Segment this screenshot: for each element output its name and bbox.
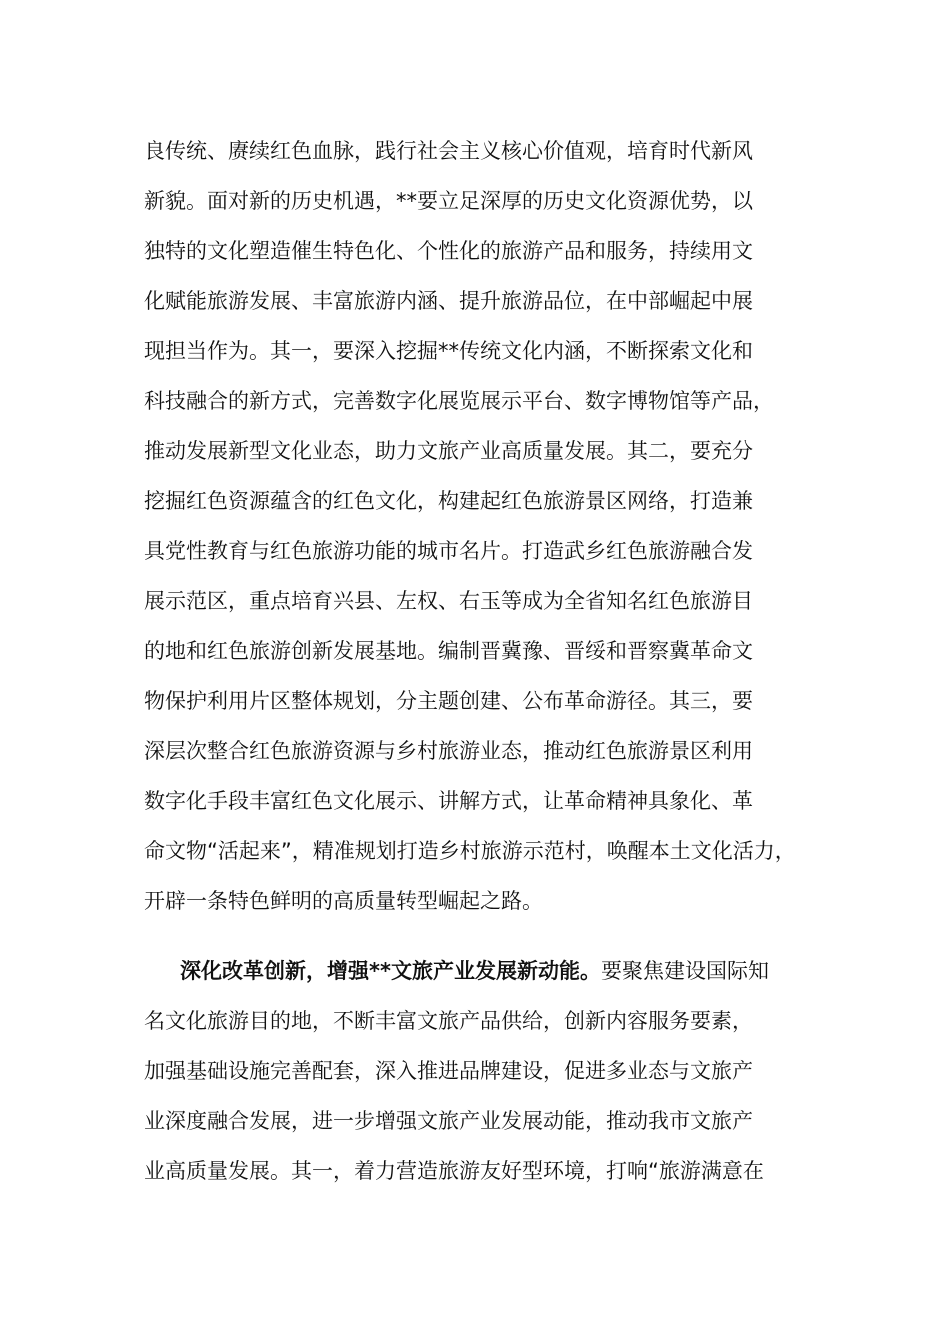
text-line: 物保护利用片区整体规划，分主题创建、公布革命游径。其三，要 [144, 689, 753, 713]
text-line: 具党性教育与红色旅游功能的城市名片。打造武乡红色旅游融合发 [144, 539, 753, 563]
paragraph-lead-text: 要聚焦建设国际知 [600, 959, 769, 983]
paragraph-first-line [144, 946, 844, 996]
text-line: 名文化旅游目的地，不断丰富文旅产品供给，创新内容服务要素， [144, 1009, 753, 1033]
text-line: 化赋能旅游发展、丰富旅游内涵、提升旅游品位，在中部崛起中展 [144, 289, 753, 313]
text-line: 新貌。面对新的历史机遇，**要立足深厚的历史文化资源优势，以 [144, 189, 753, 213]
text-line: 挖掘红色资源蕴含的红色文化，构建起红色旅游景区网络，打造兼 [144, 489, 753, 513]
text-line: 独特的文化塑造催生特色化、个性化的旅游产品和服务，持续用文 [144, 239, 753, 263]
paragraph-1 [144, 126, 844, 926]
paragraph-heading: 深化改革创新，增强**文旅产业发展新动能。 [180, 959, 601, 983]
text-line: 的地和红色旅游创新发展基地。编制晋冀豫、晋绥和晋察冀革命文 [144, 639, 753, 663]
text-line: 展示范区，重点培育兴县、左权、右玉等成为全省知名红色旅游目 [144, 589, 753, 613]
paragraph-2 [144, 946, 844, 1196]
text-line: 加强基础设施完善配套，深入推进品牌建设，促进多业态与文旅产 [144, 1059, 753, 1083]
text-line: 良传统、赓续红色血脉，践行社会主义核心价值观，培育时代新风 [144, 139, 753, 163]
text-line: 业深度融合发展，进一步增强文旅产业发展动能，推动我市文旅产 [144, 1109, 753, 1133]
text-line: 现担当作为。其一，要深入挖掘**传统文化内涵，不断探索文化和 [144, 339, 753, 363]
text-line: 业高质量发展。其一，着力营造旅游友好型环境，打响“旅游满意在 [144, 1159, 764, 1183]
text-line: 科技融合的新方式，完善数字化展览展示平台、数字博物馆等产品， [144, 389, 774, 413]
text-line: 深层次整合红色旅游资源与乡村旅游业态，推动红色旅游景区利用 [144, 739, 753, 763]
text-line: 推动发展新型文化业态，助力文旅产业高质量发展。其二，要充分 [144, 439, 753, 463]
text-line: 命文物“活起来”，精准规划打造乡村旅游示范村，唤醒本土文化活力， [144, 839, 796, 863]
text-line: 数字化手段丰富红色文化展示、讲解方式，让革命精神具象化、革 [144, 789, 753, 813]
text-line: 开辟一条特色鲜明的高质量转型崛起之路。 [144, 889, 543, 913]
